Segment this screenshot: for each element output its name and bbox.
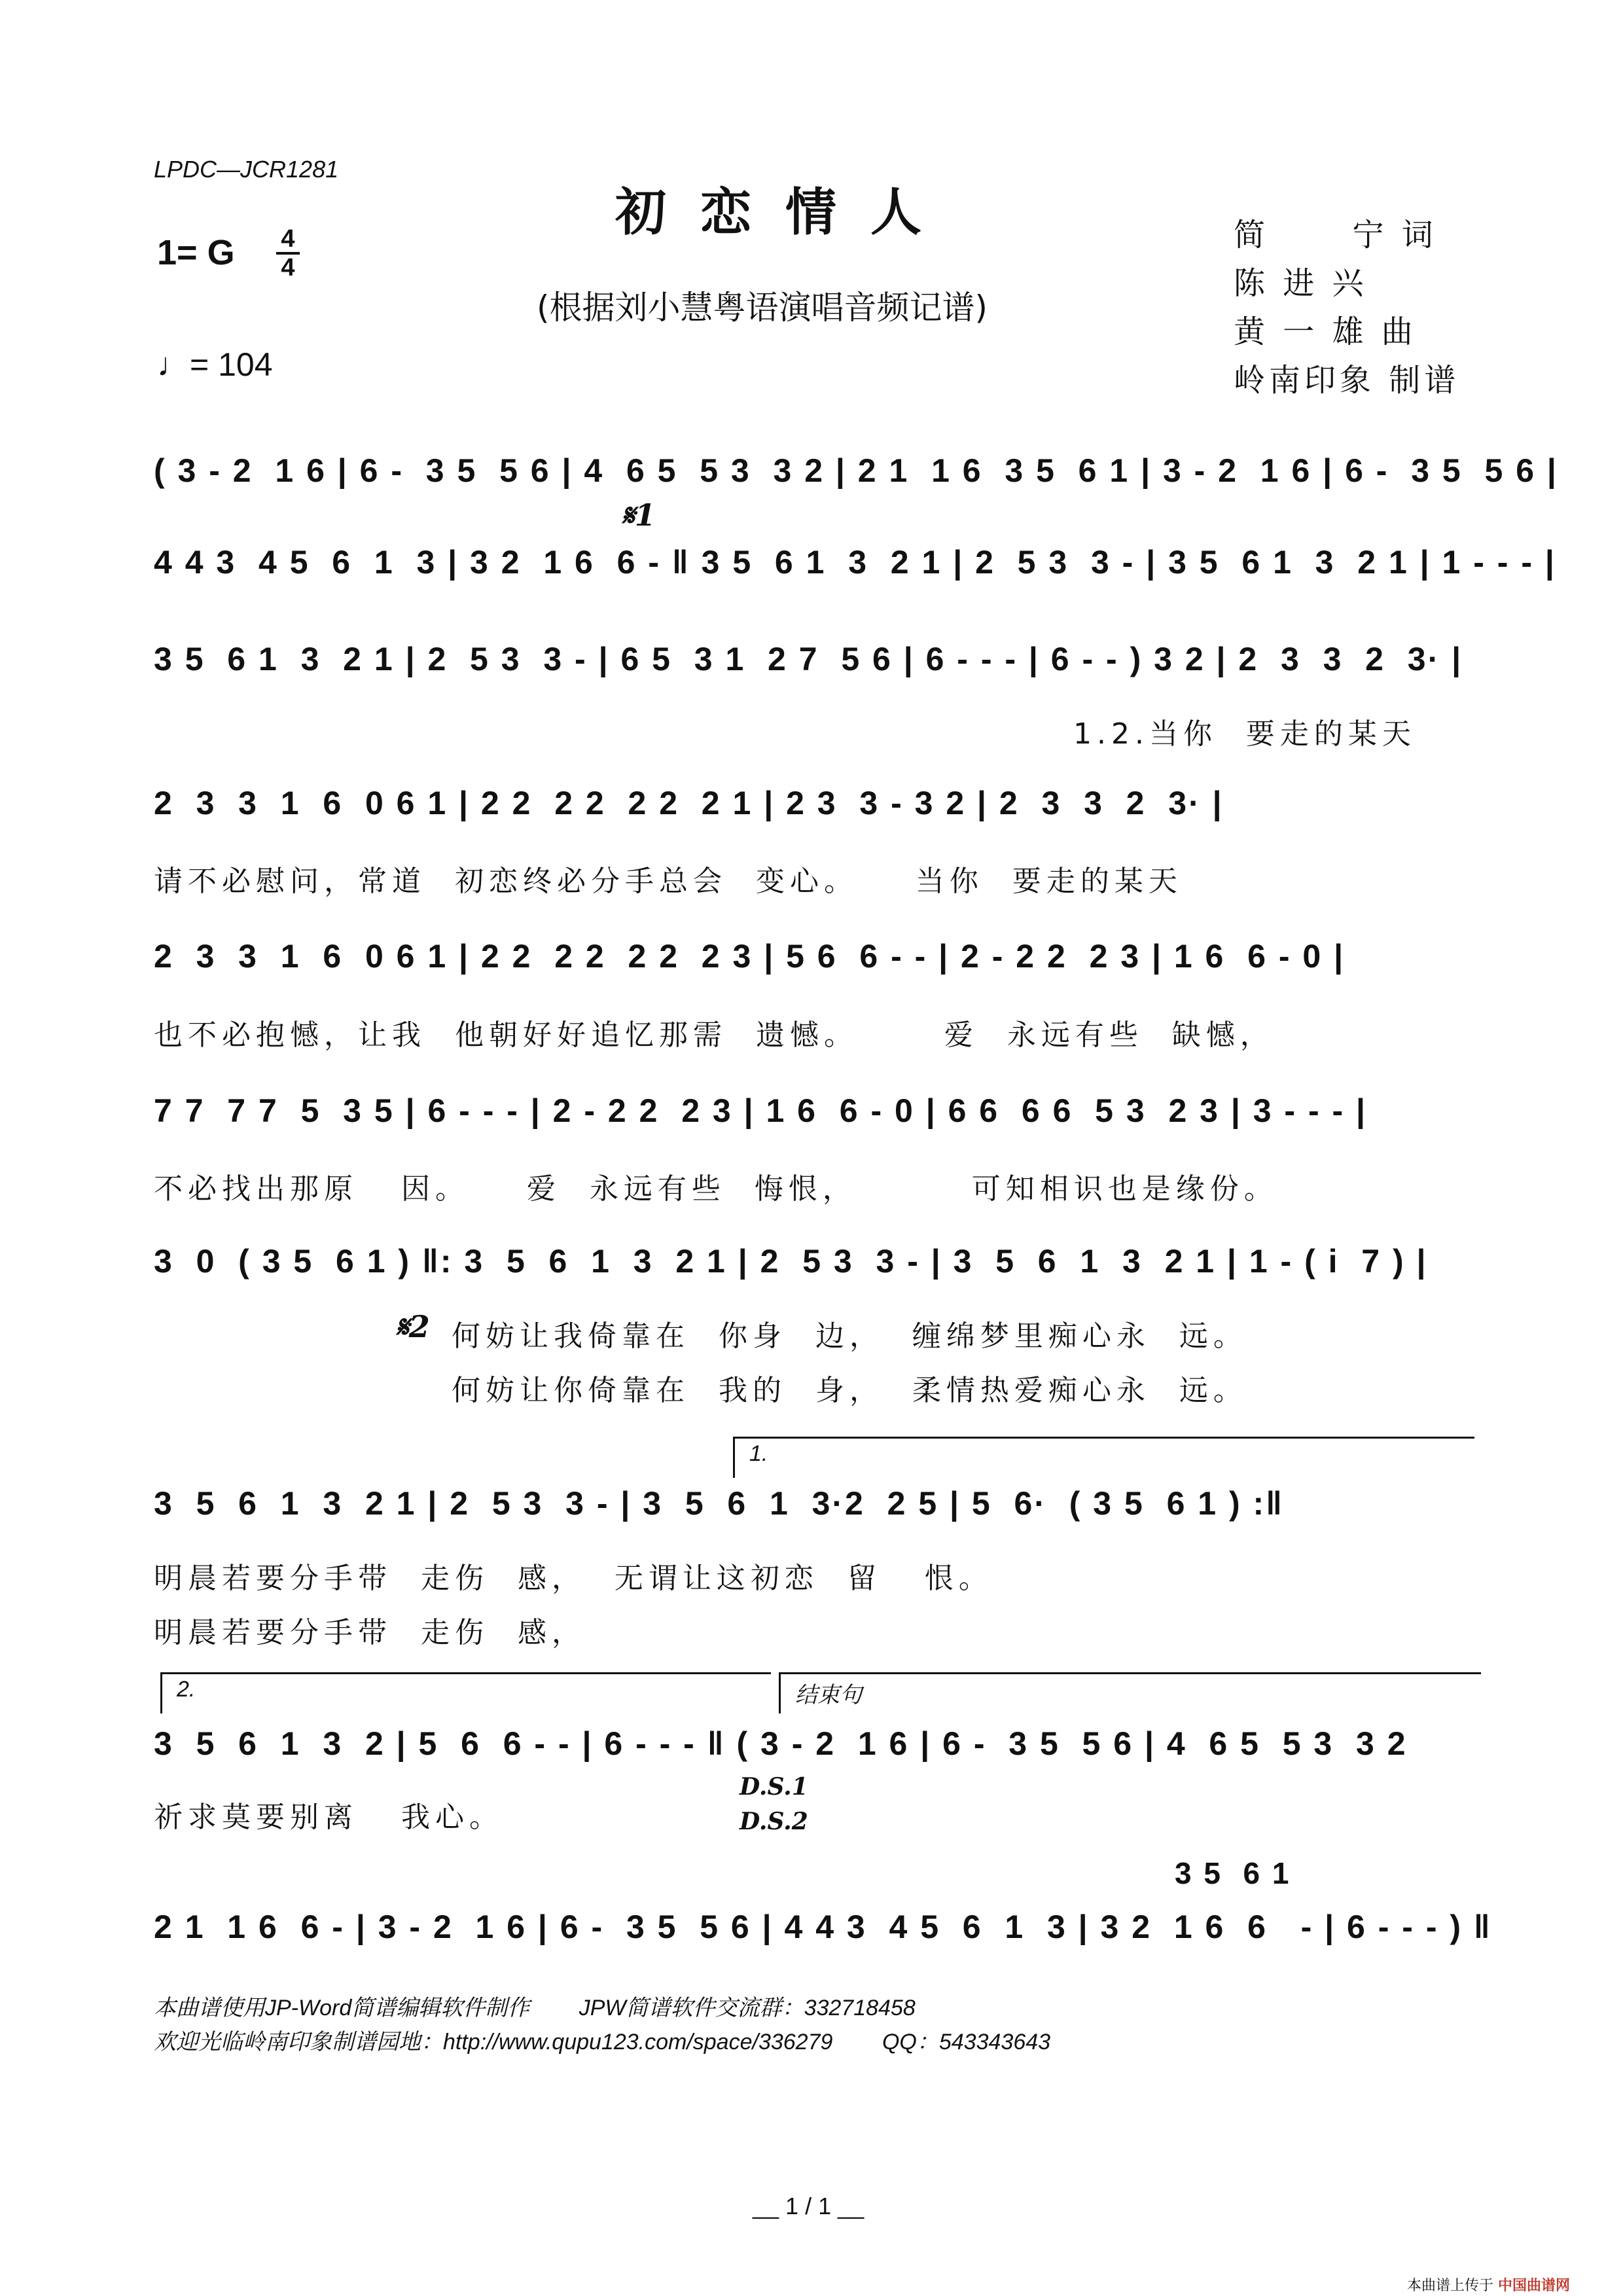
notation-row-6: 7 7 7 7 5 3 5 | 6 - - - | 2 - 2 2 2 3 | 1 6 6 - 0 | 6 6 6 6 5 3 2 3 | 3 - - - | bbox=[154, 1092, 1368, 1129]
ds2-marking: D.S.2 bbox=[740, 1808, 808, 1835]
segno-2-mark: 𝄋2 bbox=[396, 1309, 430, 1344]
notation-row-8: 3 5 6 1 3 2 1 | 2 5 3 3 - | 3 5 6 1 3·2 2 5 | 5 6· ( 3 5 6 1 ) :‖ bbox=[154, 1485, 1285, 1522]
coda-label: 结束句 bbox=[795, 1683, 862, 1708]
notation-row-10: 2 1 1 6 6 - | 3 - 2 1 6 | 6 - 3 5 5 6 | 4 4 3 4 5 6 1 3 | 3 2 1 6 6 - | 6 - - - ) ‖ bbox=[154, 1909, 1492, 1945]
key-signature: 1= G bbox=[157, 233, 235, 272]
upload-text: 本曲谱上传于 bbox=[1407, 2278, 1494, 2294]
second-ending-bracket bbox=[160, 1672, 771, 1713]
page-number: __ 1 / 1 __ bbox=[753, 2193, 865, 2219]
notation-row-2: 4 4 3 4 5 6 1 3 | 3 2 1 6 6 - ‖ 3 5 6 1 3 2 1 | 2 5 3 3 - | 3 5 6 1 3 2 1 | 1 - - - | bbox=[154, 544, 1556, 581]
footer-software-note: 本曲谱使用JP-Word简谱编辑软件制作 JPW简谱软件交流群：332718458 bbox=[154, 1996, 916, 2020]
lyric-row-7-verse-2: 何妨让你倚靠在 我的 身， 柔情热爱痴心永 远。 bbox=[452, 1374, 1247, 1407]
credits bbox=[1234, 211, 1459, 404]
ds1-marking: D.S.1 bbox=[740, 1773, 808, 1801]
lyric-row-8-verse-2: 明晨若要分手带 走伤 感， bbox=[154, 1616, 586, 1649]
lyric-row-5: 也不必抱憾，让我 他朝好好追忆那需 遗憾。 爱 永远有些 缺憾， bbox=[154, 1018, 1274, 1052]
notation-row-5: 2 3 3 1 6 0 6 1 | 2 2 2 2 2 2 2 3 | 5 6 6 - - | 2 - 2 2 2 3 | 1 6 6 - 0 | bbox=[154, 938, 1346, 975]
lyric-row-8-verse-1: 明晨若要分手带 走伤 感， 无谓让这初恋 留 恨。 bbox=[154, 1562, 993, 1595]
first-ending-bracket bbox=[733, 1437, 1474, 1478]
time-signature bbox=[274, 226, 302, 281]
first-ending-label: 1. bbox=[749, 1441, 768, 1466]
notation-row-10-upper: 3 5 6 1 bbox=[1175, 1856, 1291, 1890]
lyric-row-6: 不必找出那原 因。 爱 永远有些 悔恨， 可知相识也是缘份。 bbox=[154, 1172, 1278, 1206]
time-signature-top: 4 bbox=[281, 225, 295, 253]
coda-bracket bbox=[779, 1672, 1481, 1713]
credit-composer-2: 黄 一 雄 曲 bbox=[1234, 314, 1417, 350]
lyric-row-3: 1.2.当你 要走的某天 bbox=[1073, 717, 1416, 751]
score-code: LPDC—JCR1281 bbox=[154, 156, 339, 183]
second-ending-label: 2. bbox=[177, 1677, 196, 1702]
notation-row-3: 3 5 6 1 3 2 1 | 2 5 3 3 - | 6 5 3 1 2 7 5 6 | 6 - - - | 6 - - ) 3 2 | 2 3 3 2 3· | bbox=[154, 641, 1463, 677]
credit-composer-1: 陈 进 兴 bbox=[1234, 265, 1368, 302]
song-title: 初恋情人 bbox=[615, 183, 956, 242]
notation-row-7: 3 0 ( 3 5 6 1 ) ‖: 3 5 6 1 3 2 1 | 2 5 3 3 - | 3 5 6 1 3 2 1 | 1 - ( i 7 ) | bbox=[154, 1243, 1428, 1280]
credit-lyricist: 简 宁 词 bbox=[1234, 217, 1437, 253]
footer-website-note: 欢迎光临岭南印象制谱园地：http://www.qupu123.com/space/336279 QQ：543343643 bbox=[154, 2030, 1051, 2054]
lyric-row-7-verse-1: 何妨让我倚靠在 你身 边， 缠绵梦里痴心永 远。 bbox=[452, 1319, 1247, 1353]
lyric-row-4: 请不必慰问，常道 初恋终必分手总会 变心。 当你 要走的某天 bbox=[154, 865, 1183, 898]
notation-row-1: ( 3 - 2 1 6 | 6 - 3 5 5 6 | 4 6 5 5 3 3 2 | 2 1 1 6 3 5 6 1 | 3 - 2 1 6 | 6 - 3 5 5 6 | bbox=[154, 452, 1558, 489]
notation-row-9: 3 5 6 1 3 2 | 5 6 6 - - | 6 - - - ‖ ( 3 - 2 1 6 | 6 - 3 5 5 6 | 4 6 5 5 3 3 2 bbox=[154, 1725, 1408, 1762]
segno-1-mark: 𝄋1 bbox=[622, 497, 656, 533]
time-signature-bottom: 4 bbox=[281, 254, 295, 281]
song-subtitle: (根据刘小慧粤语演唱音频记谱) bbox=[537, 289, 988, 327]
lyric-row-9: 祈求莫要别离 我心。 bbox=[154, 1801, 503, 1834]
upload-watermark bbox=[1407, 2274, 1570, 2295]
upload-site-logo: 中国曲谱网 bbox=[1498, 2278, 1571, 2294]
notation-row-4: 2 3 3 1 6 0 6 1 | 2 2 2 2 2 2 2 1 | 2 3 3 - 3 2 | 2 3 3 2 3· | bbox=[154, 785, 1224, 821]
credit-arranger: 岭南印象 制谱 bbox=[1234, 362, 1460, 399]
tempo-marking: ♩= 104 bbox=[157, 346, 273, 383]
